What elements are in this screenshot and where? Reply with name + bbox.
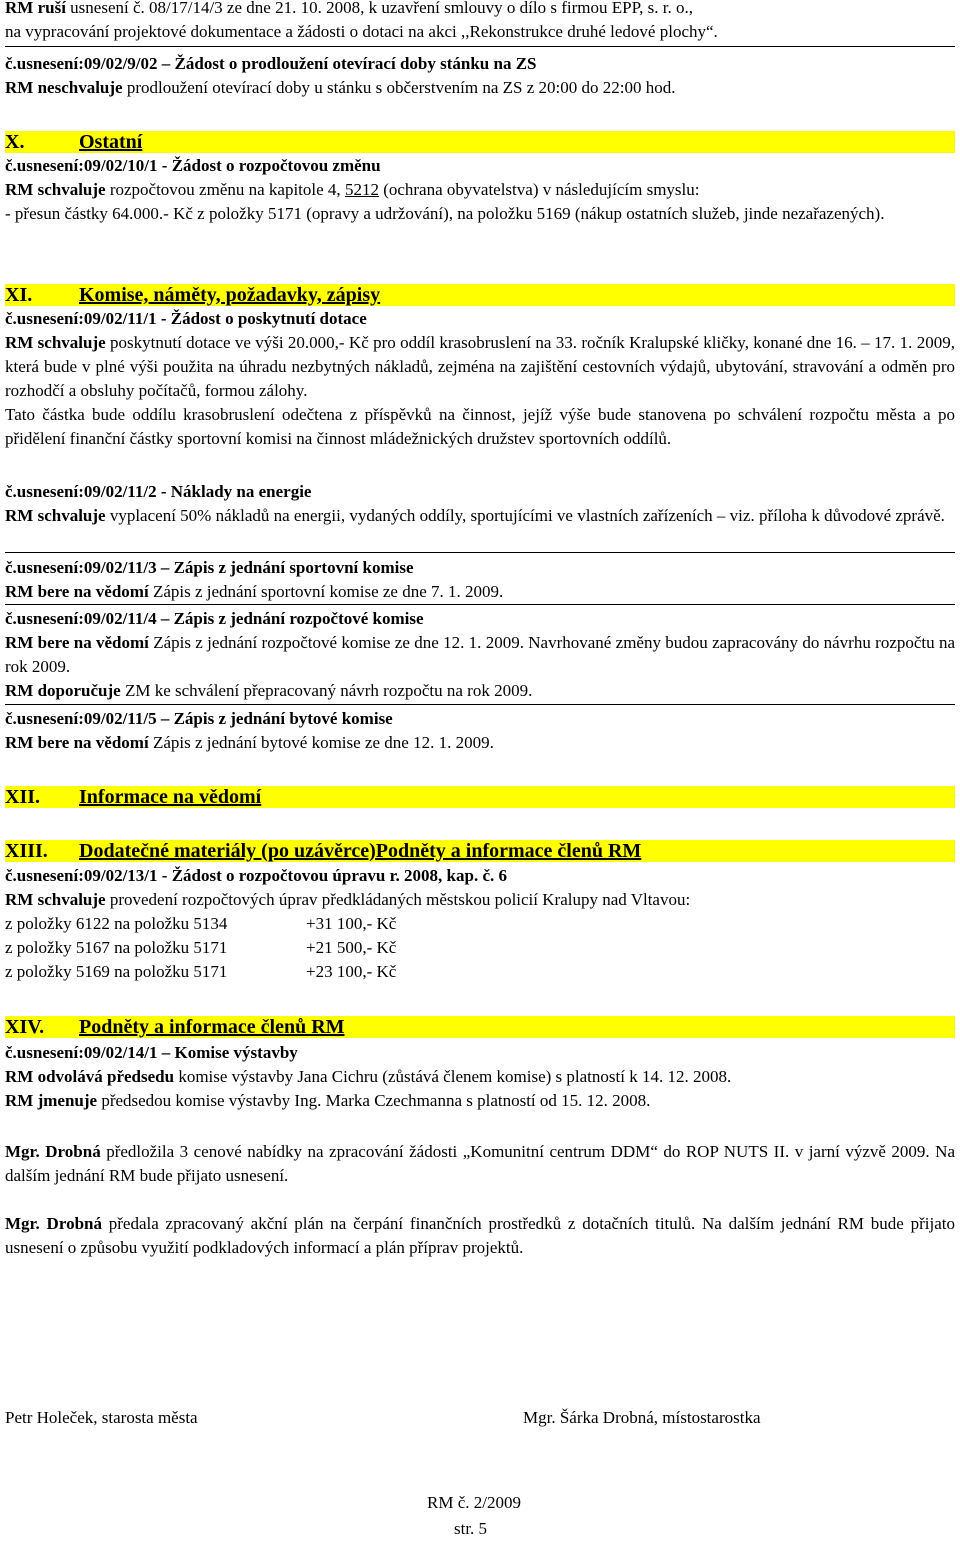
- info-paragraph: Mgr. Drobná předala zpracovaný akční plán na čerpání finančních prostředků z dotačních titulů. Na dalším jednání RM bude přijato usnesení o způsobu využití podkladových informací a plán příprav projektů.: [5, 1214, 955, 1257]
- resolution-09-02-13-1: č.usnesení:09/02/13/1 - Žádost o rozpočtovou úpravu r. 2008, kap. č. 6 RM schvaluje provedení rozpočtových úprav předkládaných městskou policií Kralupy nad Vltavou:: [5, 864, 955, 912]
- section-heading-xiii: XIII. Dodatečné materiály (po uzávěrce)Podněty a informace členů RM: [5, 840, 955, 862]
- verb: RM neschvaluje: [5, 78, 123, 97]
- signature-right: Mgr. Šárka Drobná, místostarostka: [523, 1408, 761, 1427]
- signature-left: Petr Holeček, starosta města: [5, 1408, 198, 1427]
- resolution-09-02-11-1: č.usnesení:09/02/11/1 - Žádost o poskytnutí dotace RM schvaluje poskytnutí dotace ve výši 20.000,- Kč pro oddíl krasobruslení na 33. ročník Kralupské kličky, konané dne 16. – 17. 1. 2009, která bude v plné výši použita na úhradu nezbytných nákladů, zejména na zajištění cestovních výdajů, ubytování, stravování a odměn pro rozhodčí a obsluhy počítačů, formou zálohy. Tato částka bude oddílu krasobruslení odečtena z příspěvků na činnost, jejíž výše bude stanovena po schválení rozpočtu města a po přidělení finanční částky sportovní komisi na činnost mládežnických družstev sportovních oddílů.: [5, 309, 955, 448]
- verb: RM schvaluje: [5, 180, 106, 199]
- resolution-09-02-9-02: č.usnesení:09/02/9/02 – Žádost o prodloužení otevírací doby stánku na ZS RM neschvaluje prodloužení otevírací doby u stánku s občerstvením na ZS z 20:00 do 22:00 hod.: [5, 52, 955, 100]
- footer-doc-number: RM č. 2/2009: [427, 1493, 521, 1512]
- resolution-title: č.usnesení:09/02/13/1 - Žádost o rozpočtovou úpravu r. 2008, kap. č. 6: [5, 866, 508, 885]
- section-heading-xi: XI. Komise, náměty, požadavky, zápisy: [5, 284, 955, 306]
- resolution-title: č.usnesení:09/02/14/1 – Komise výstavby: [5, 1043, 298, 1062]
- verb: RM bere na vědomí: [5, 582, 149, 601]
- resolution-09-02-11-5: č.usnesení:09/02/11/5 – Zápis z jednání bytové komise RM bere na vědomí Zápis z jednání bytové komise ze dne 12. 1. 2009.: [5, 707, 955, 755]
- resolution-title: č.usnesení:09/02/11/3 – Zápis z jednání sportovní komise: [5, 558, 414, 577]
- resolution-title: č.usnesení:09/02/11/2 - Náklady na energie: [5, 482, 312, 501]
- verb: RM doporučuje: [5, 681, 121, 700]
- footer-page-number: str. 5: [454, 1519, 488, 1538]
- resolution-09-02-14-1: č.usnesení:09/02/14/1 – Komise výstavby RM odvolává předsedu komise výstavby Jana Cichru (zůstává členem komise) s platností k 14. 12. 2008. RM jmenuje předsedou komise výstavby Ing. Marka Czechmanna s platností od 15. 12. 2008.: [5, 1041, 955, 1113]
- verb: RM schvaluje: [5, 333, 106, 352]
- resolution-09-02-11-4: č.usnesení:09/02/11/4 – Zápis z jednání rozpočtové komise RM bere na vědomí Zápis z jednání rozpočtové komise ze dne 12. 1. 2009. Navrhované změny budou zapracovány do návrhu rozpočtu na rok 2009. RM doporučuje ZM ke schválení přepracovaný návrh rozpočtu na rok 2009.: [5, 609, 955, 700]
- verb: RM bere na vědomí: [5, 633, 149, 652]
- verb: RM bere na vědomí: [5, 733, 149, 752]
- section-heading-xiv: XIV. Podněty a informace členů RM: [5, 1016, 955, 1038]
- divider: [5, 604, 955, 605]
- section-heading-x: X. Ostatní: [5, 131, 955, 153]
- resolution-title: č.usnesení:09/02/11/5 – Zápis z jednání bytové komise: [5, 709, 393, 728]
- resolution-title: č.usnesení:09/02/11/1 - Žádost o poskytnutí dotace: [5, 309, 367, 328]
- info-paragraph: Mgr. Drobná předložila 3 cenové nabídky na zpracování žádosti „Komunitní centrum DDM“ do ROP NUTS II. v jarní výzvě 2009. Na dalším jednání RM bude přijato usnesení.: [5, 1142, 955, 1185]
- verb: RM odvolává předsedu: [5, 1067, 175, 1086]
- resolution-title: č.usnesení:09/02/9/02 – Žádost o prodloužení otevírací doby stánku na ZS: [5, 54, 537, 73]
- resolution-09-02-11-2: č.usnesení:09/02/11/2 - Náklady na energie RM schvaluje vyplacení 50% nákladů na energii, vydaných oddíly, sportujícími ve vlastních zařízeních – viz. příloha k důvodové zprávě.: [5, 480, 955, 528]
- divider: [5, 552, 955, 553]
- resolution-09-02-10-1: č.usnesení:09/02/10/1 - Žádost o rozpočtovou změnu RM schvaluje rozpočtovou změnu na kapitole 4, 5212 (ochrana obyvatelstva) v následujícím smyslu: - přesun částky 64.000.- Kč z položky 5171 (opravy a udržování), na položku 5169 (nákup ostatních služeb, jinde nezařazených).: [5, 154, 955, 226]
- resolution-09-02-11-3: č.usnesení:09/02/11/3 – Zápis z jednání sportovní komise RM bere na vědomí Zápis z jednání sportovní komise ze dne 7. 1. 2009.: [5, 556, 955, 604]
- verb: RM ruší: [5, 0, 66, 17]
- resolution-title: č.usnesení:09/02/11/4 – Zápis z jednání rozpočtové komise: [5, 609, 424, 628]
- verb: RM schvaluje: [5, 890, 106, 909]
- verb: RM jmenuje: [5, 1091, 98, 1110]
- resolution-title: č.usnesení:09/02/10/1 - Žádost o rozpočtovou změnu: [5, 156, 381, 175]
- divider: [5, 704, 955, 705]
- section-heading-xii: XII. Informace na vědomí: [5, 786, 955, 808]
- verb: RM schvaluje: [5, 506, 106, 525]
- person-name: Mgr. Drobná: [5, 1142, 101, 1161]
- divider: [5, 46, 955, 47]
- resolution-text-revoke: RM ruší usnesení č. 08/17/14/3 ze dne 21. 10. 2008, k uzavření smlouvy o dílo s firmou EPP, s. r. o., na vypracování projektové dokumentace a žádosti o dotaci na akci ,,Rekonstrukce druhé ledové plochy“.: [5, 0, 718, 41]
- person-name: Mgr. Drobná: [5, 1214, 102, 1233]
